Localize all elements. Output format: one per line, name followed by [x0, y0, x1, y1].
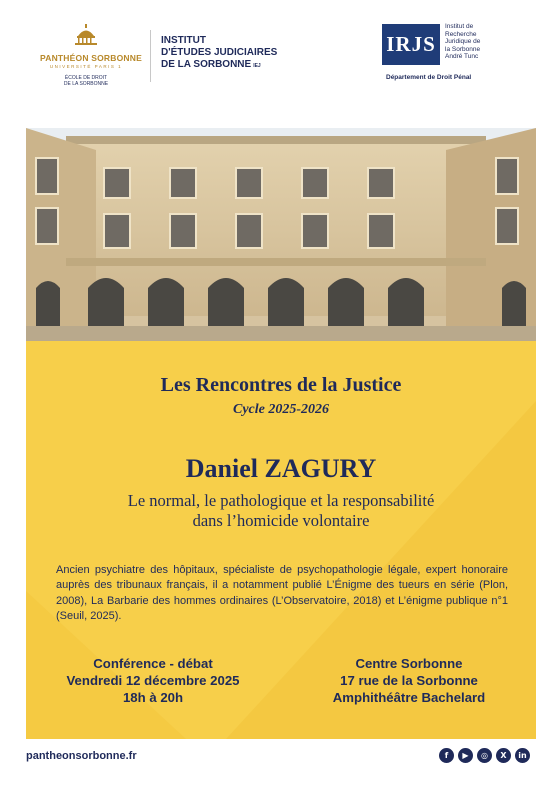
linkedin-icon[interactable]: in: [515, 748, 530, 763]
irjs-line-5: André Tunc: [445, 53, 479, 61]
ecole-line-1: ÉCOLE DE DROIT: [64, 75, 108, 81]
iej-line-1: INSTITUT: [161, 35, 206, 46]
event-time: 18h à 20h: [122, 690, 184, 705]
irjs-line-3: Juridique de: [445, 38, 481, 46]
facebook-icon[interactable]: f: [439, 748, 454, 763]
courtyard-illustration: [26, 128, 536, 341]
irjs-logo: [382, 23, 522, 81]
event-date: Vendredi 12 décembre 2025: [66, 673, 240, 688]
irjs-fullname: [445, 23, 505, 61]
sorbonne-courtyard-photo: [26, 128, 536, 341]
irjs-line-1: Institut de: [445, 23, 474, 30]
topic-line-2: dans l’homicide volontaire: [192, 511, 370, 530]
ecole-line-2: DE LA SORBONNE: [63, 81, 109, 87]
pantheon-dome-icon: [71, 24, 101, 46]
irjs-line-2: Recherche: [445, 30, 477, 38]
iej-abbr: IEJ: [253, 63, 261, 69]
pantheon-sorbonne-logo: [40, 24, 142, 87]
header-divider: [150, 30, 151, 82]
talk-topic: [26, 491, 536, 531]
venue-room: Amphithéâtre Bachelard: [332, 690, 486, 705]
iej-line-2: D'ÉTUDES JUDICIAIRES: [161, 47, 278, 58]
social-links: [439, 748, 530, 763]
pantheon-subtitle: UNIVERSITÉ PARIS 1: [49, 64, 123, 69]
speaker-bio: Ancien psychiatre des hôpitaux, spécialiste de psychopathologie légale, expert honoraire auprès des tribunaux français, il a notamment publié L’Énigme des tueurs en série (Plon, 2008), La Barbarie des hommes ordinaires (L’Observatoire, 2018) et L’énigme publique n°1 (Seuil, 2025).: [56, 564, 508, 622]
irjs-department: Département de Droit Pénal: [386, 74, 472, 81]
x-icon[interactable]: X: [496, 748, 511, 763]
cycle-label: Cycle 2025-2026: [232, 402, 330, 417]
iej-line-3: DE LA SORBONNE: [161, 59, 252, 70]
event-panel: [26, 341, 536, 739]
irjs-logo-mark: IRJS: [382, 24, 440, 65]
topic-line-1: Le normal, le pathologique et la responsabilité: [127, 491, 435, 510]
venue-address: 17 rue de la Sorbonne: [340, 673, 478, 688]
pantheon-name: PANTHÉON SORBONNE: [40, 53, 142, 63]
irjs-line-4: la Sorbonne: [445, 45, 481, 53]
youtube-icon[interactable]: ▶: [458, 748, 473, 763]
event-details: [58, 655, 248, 706]
venue-details: [309, 655, 509, 706]
iej-logo: [161, 35, 277, 72]
speaker-name: Daniel ZAGURY: [185, 454, 377, 483]
event-format: Conférence - débat: [93, 656, 213, 671]
iej-line-3-wrap: [161, 59, 277, 72]
ecole-de-droit-label: [40, 75, 132, 87]
website-link[interactable]: pantheonsorbonne.fr: [26, 750, 137, 762]
venue-name: Centre Sorbonne: [355, 656, 463, 671]
series-title: Les Rencontres de la Justice: [160, 374, 402, 396]
instagram-icon[interactable]: ◎: [477, 748, 492, 763]
